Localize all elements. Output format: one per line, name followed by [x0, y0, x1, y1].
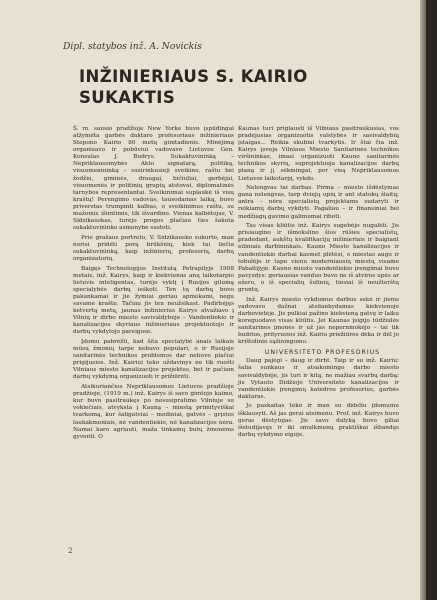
left-text-column: [73, 126, 234, 443]
paragraph: Jo paskaitas teko ir man su dideliu įdomumu išklausyti. Aš jas gerai atsimenu. Prof. inž. Kairys buvo geras dėstytojas. Jis savo dalyką buvo giliai išstudijavęs ir iki smulkmenų praktiškai išbandęs darbų vykdymo eigoje.: [238, 403, 399, 438]
paragraph: Baigęs Technologijos Institutą Petrapilyje 1908 metais, inž. Kairys, kaip ir kiekvienas anų laikotarpio lietuvis inteligentas, turėjo vyktį į Rusijos gilumą specialybės darbų ieškoti. Ten tų darbų buvo pakankamai ir jie žymiai geriau apmokami, negu savame krašte. Tačiau jis ten neužsikast. Padirbėjęs ketvertą metų, jaunas inžinierius Kairys atvažiavo į Vilnių ir dirbo miesto savivaldybėje – Vandentiekio ir kanalizacijos skyriaus inžinieriaus projektuotojo ir darbų vykdytojo pareigose.: [73, 265, 234, 336]
paragraph: Nelengvas tai darbas. Pirma – miesto išdėstymas gana nelengvas, tarp dviejų upių ir ant statokų šlaitų; antra – nėra specialistų projektams sudaryti ir reikiamų darbų vykdyti. Pagaliau – ir finansiniai bei medžiagų gavimo galimumai riboti.: [238, 185, 399, 220]
paragraph: Prie gražaus portreto, V. Sidzikausko sukurto, man norisi pridėti porą brūkšnių, kiek tai liečia sukaktuvininką, kaip inžinierių, profesorių, darbų organizatorių.: [73, 234, 234, 262]
paragraph: Tas visas kliūtis inž. Kairys sugebėjo nugalėti. Jis prisiaugino ir išmokslino šios rūšies specialistų, pradedant, aukštų kvalifikacijų inžinieriais ir baigiant eiliniais darbininkais. Kauno Miesto kanalizacijos ir vandentiekio darbai kasmet plėtėsi, o miestas augo ir tobulėjo ir tapo vienu moderniausių miestų visame Pabaltijyje. Kauno miesto vandentiekio įrengimai buvo pavyzdys: geriausias vanduo buvo ne iš atviros upės ar ežero, o iš specialių šulinių, tiesiai iš neužterštų gruntų.: [238, 223, 399, 293]
author-byline: Dipl. statybos inž. A. Novickis: [63, 41, 202, 52]
binding-edge: [420, 0, 426, 600]
article-title: INŽINIERIAUS S. KAIRIO SUKAKTIS: [79, 67, 308, 107]
section-heading: UNIVERSITETO PROFESORIUS: [264, 348, 381, 356]
page-number: 2: [68, 547, 73, 555]
paragraph: Daug pajėgi – daug ir dirbt. Taip ir su inž. Kairiu: šalia sunkaus ir atsakomingo darbo miesto savivaldybėje, jis turi ir kitą, ne mažiau svarbų darbą: jis Vytauto Didžiojo Universiteto kanalizacijos ir vandentiekio įrengimų katedros profesorius, garbės daktaras.: [238, 358, 399, 400]
right-text-column: [238, 126, 399, 441]
paragraph: Inž. Kairys miesto vykdomus darbus sekė ir jiems vadovavo dažnai atsilankydamas kiekvienoje darbovietėje. Jis pulkiai pažino kiekvieną gatvę ir laiku koreguodavo visas kliūtis. Jei Kaunas įsigijo tūdžiulės sanitarines įmones ir už jas nepernmokėjo – tai tik budrios, prityrusios inž. Kairio priežiūros dėka ir dėl jo krištolinio sąžiningumo.: [238, 296, 399, 346]
paragraph: Š. m. sausio pradžioje New Yorke buvo įspūdingai atžymėta garbės daktaro profesoriaus inžinieriaus Stepono Kairio 80 metų gimtadienis. Minėjimą organizavo ir pobūviui vadovavo Lietuvos Gen. Konsulas J. Budrys. Sukaktuvininką – Nepriklausomybės Akto signatarą, politiką, visuomenininką – susirinkusieji sveikino, raštu bei žodžiu, giminės, draugai, bičiuliai, gerbėjai, visuomenės ir politinių grupių atstovai, diplomatinės tarnybos representantai. Sveikinimai suplaukė iš visų kraštų! Perengimo vadovas, tausodamas laiką, buvo priverstas trumpinti kalbas, o sveikinimus raštu, su mažomis išimtimis, tik išvardino. Vienas kalbėtojas, V. Sidzikauskas, turėjo progos plačiau ties šakota sukaktuvininko asmenybe sustoti.: [73, 126, 234, 232]
paragraph: Atsikuriančios Nepriklausomos Lietuvos pradžioje pradžioje, (1919 m.) inž. Kairys iš savo gimtojo kaimo, kur buvo pasitraukęs po nesusipratimo Vilniuje su vokiečiais, atvyksta į Kauną – miestą primityviškai tvarkomą, kur šaligatviai – mediniai, gatvės – grįstos laukakmeniais, nė vandentiekio, nė kanalizacijos nėra. Namai karo agriauti, maža tinkamų butų žmonėms gyventi. O: [73, 384, 234, 440]
paragraph: Įdomu pabrėžti, kad šita specialybė anais laikais mūsų žmonių tarpe nebuvo populari, o ir Rusijoje sanitarinės technikos problemos dar nebuvo plačiai prigijusios. Inž. Kairiui teko uždavinys ne tik ruošti Vilniaus miesto kanalizacijos projektus, bet ir pačiam darbų vykdymą organizuoti ir prižiūrėti.: [73, 339, 234, 381]
paragraph: Kaunas turi priglausti iš Vilniaus pasitraukusias, vos pradėjusias organizuotis valstybės ir savivaldybių įstaigas... Reikia skubiai tvarkytis. Ir štai čia inž. Kairys įsveja Vilniaus Miesto Sanitarinės technikos viršininkas, imasi organizuoti Kauno sanitarinės technikos skyrių, suprojektuoja kanalizacijos darbų planą ir jį sėkmingai, per visą Nepriklausomos Lietuvos laikotarpį, vykdo.: [238, 126, 399, 182]
